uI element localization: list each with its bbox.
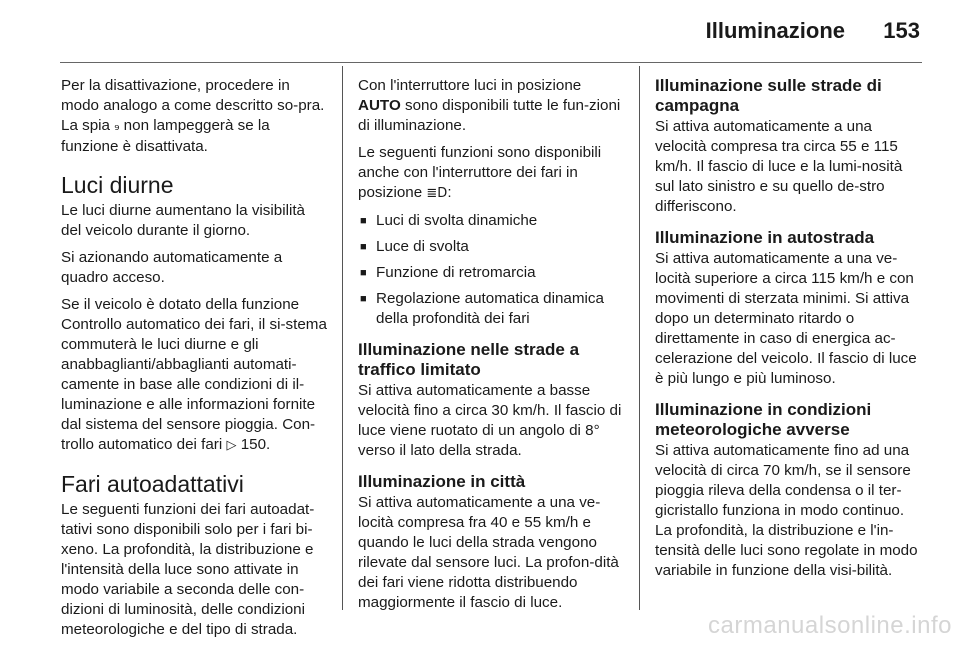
auto-paragraph: Con l'interruttore luci in posizione AUTO sono disponibili tutte le fun-zioni di illuminazione. <box>358 77 621 134</box>
column-divider-2 <box>639 66 640 610</box>
headlamp-warning-icon: ₉ <box>114 119 120 134</box>
city-paragraph: Si attiva automaticamente a una ve-locità compresa fra 40 e 55 km/h e quando le luci della strada vengono rilevate dal sensore luci. La profon-dità dei fari viene ridotta distribuendo maggiormente il fascio di luce. <box>358 494 619 611</box>
page-number: 153 <box>883 18 920 43</box>
heading-highway: Illuminazione in autostrada <box>655 228 875 247</box>
day-paragraph-1: Le luci diurne aumentano la visibilità del veicolo durante il giorno. <box>61 202 305 239</box>
column-2 <box>358 76 624 620</box>
watermark: carmanualsonline.info <box>708 612 952 639</box>
heading-limited-traffic: Illuminazione nelle strade a traffico limitato <box>358 340 580 379</box>
page-header <box>0 0 960 56</box>
heading-country-roads: Illuminazione sulle strade di campagna <box>655 76 882 115</box>
heading-adaptive-lights: Fari autoadattativi <box>61 471 244 497</box>
column-divider-1 <box>342 66 343 610</box>
list-item: ■ Funzione di retromarcia <box>358 263 624 283</box>
list-item: ■ Luce di svolta <box>358 237 624 257</box>
header-divider <box>60 62 922 63</box>
heading-city: Illuminazione in città <box>358 472 526 491</box>
adaptive-paragraph: Le seguenti funzioni dei fari autoadat-tativi sono disponibili solo per i fari bi-xeno. La profondità, la distribuzione e l'intensità della luce sono attivate in modo variabile a seconda delle con-dizioni di luminosità, delle condizioni meteorologiche e del tipo di strada. <box>61 501 315 638</box>
highway-paragraph: Si attiva automaticamente a una ve-locità superiore a circa 115 km/h e con movimenti di sterzata minimi. Si attiva dopo un determinato ritardo o direttamente in caso di energica ac-celerazione del veicolo. Il fascio di luce è più lungo e più luminoso. <box>655 250 917 387</box>
traffic-paragraph: Si attiva automaticamente a basse velocità fino a circa 30 km/h. Il fascio di luce viene ruotato di un angolo di 8° verso il lato della strada. <box>358 382 622 459</box>
weather-paragraph: Si attiva automaticamente fino ad una velocità di circa 70 km/h, se il sensore pioggia rileva della condensa o il ter-gicristallo funziona in modo continuo. La profondità, la distribuzione e l'in-tensità delle luci sono regolate in modo variabile in funzione della visi-bilità. <box>655 442 918 579</box>
list-item: ■ Regolazione automatica dinamica della profondità dei fari <box>358 289 624 329</box>
heading-bad-weather: Illuminazione in condizioni meteorologiche avverse <box>655 400 872 439</box>
heading-day-lights: Luci diurne <box>61 172 174 198</box>
low-beam-icon: ≣D <box>426 186 448 201</box>
column-3 <box>655 76 925 588</box>
functions-list <box>358 211 624 329</box>
section-title: Illuminazione <box>705 18 845 43</box>
page-reference-link[interactable]: 150. <box>240 436 271 453</box>
day-paragraph-2: Si azionando automaticamente a quadro acceso. <box>61 249 283 286</box>
day-paragraph-3: Se il veicolo è dotato della funzione Controllo automatico dei fari, il si-stema commuterà le luci diurne e gli anabbaglianti/abbaglianti automati-camente in base alle condizioni di il-luminazione e alle informazioni fornite dal sistema del sensore pioggia. Con-trollo automatico dei fari ▷ 150. <box>61 296 327 453</box>
country-paragraph: Si attiva automaticamente a una velocità compresa tra circa 55 e 115 km/h. Il fascio di luce e la lumi-nosità sul lato sinistro e su quello de-stro differiscono. <box>655 118 903 215</box>
list-item: ■ Luci di svolta dinamiche <box>358 211 624 231</box>
intro-paragraph: Per la disattivazione, procedere in modo analogo a come descritto so-pra. La spia ₉ non lampeggerà se la funzione è disattivata. <box>61 77 325 155</box>
auto-position-label: AUTO <box>358 97 401 114</box>
functions-paragraph: Le seguenti funzioni sono disponibili anche con l'interruttore dei fari in posizione ≣D: <box>358 144 602 201</box>
column-1 <box>61 76 327 647</box>
page-reference-arrow-icon: ▷ <box>226 438 237 453</box>
